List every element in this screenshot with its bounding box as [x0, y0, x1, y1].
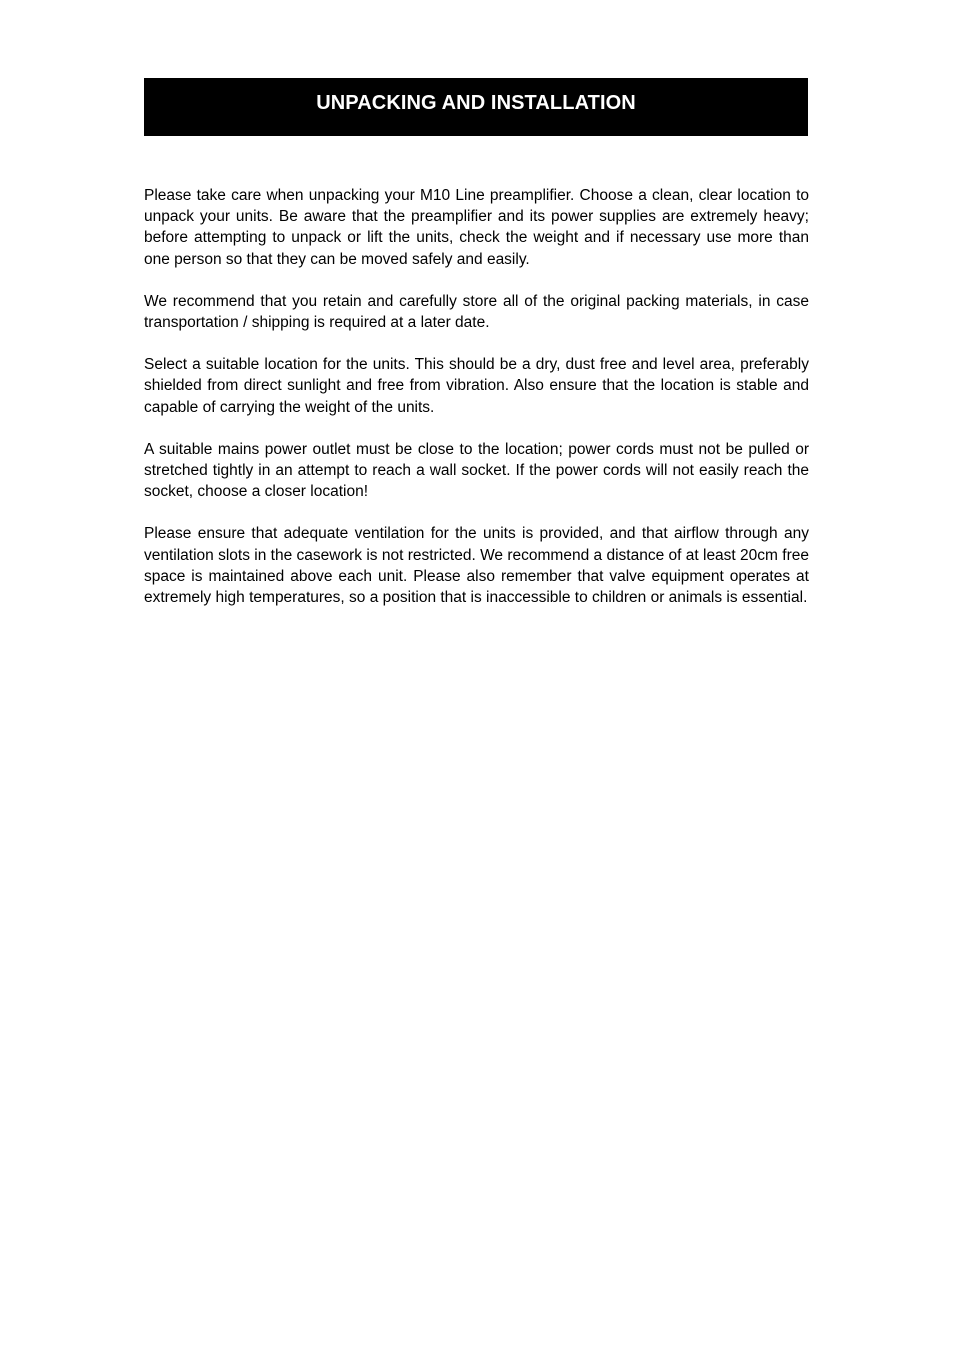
body-text: [144, 185, 809, 608]
section-title: UNPACKING AND INSTALLATION: [316, 91, 636, 114]
paragraph-packing-materials: We recommend that you retain and carefully store all of the original packing materials, in case transportation / shipping is required at a later date.: [144, 292, 809, 332]
section-header-bar: [144, 78, 808, 136]
paragraph-unpacking: Please take care when unpacking your M10 Line preamplifier. Choose a clean, clear location to unpack your units. Be aware that the preamplifier and its power supplies are extremely heavy; before attempting to unpack or lift the units, check the weight and if necessary use more than one person so that they can be moved safely and easily.: [144, 187, 809, 268]
paragraph-power-outlet: A suitable mains power outlet must be close to the location; power cords must not be pulled or stretched tightly in an attempt to reach a wall socket. If the power cords will not easily reach the socket, choose a closer location!: [144, 440, 809, 501]
paragraph-location: Select a suitable location for the units. This should be a dry, dust free and level area, preferably shielded from direct sunlight and free from vibration. Also ensure that the location is stable and capable of carrying the weight of the units.: [144, 356, 809, 416]
paragraph-ventilation: Please ensure that adequate ventilation for the units is provided, and that airflow through any ventilation slots in the casework is not restricted. We recommend a distance of at least 20cm free space is maintained above each unit. Please also remember that valve equipment operates at extremely high temperatures, so a position that is inaccessible to children or animals is essential.: [144, 525, 809, 607]
document-page: [144, 78, 809, 629]
